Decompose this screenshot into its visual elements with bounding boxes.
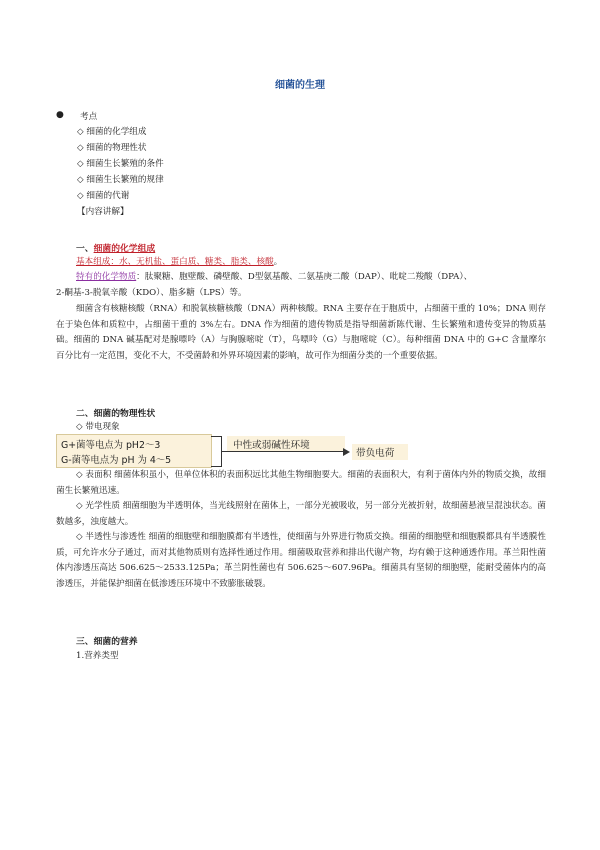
result-label: 带负电荷 — [356, 448, 395, 459]
list-item: ◇ 细菌生长繁殖的规律 — [77, 175, 164, 185]
optical-paragraph: ◇ 光学性质 细菌细胞为半透明体，当光线照射在菌体上，一部分光被吸收，另一部分光被折射，故细菌悬液呈混浊状态。菌数越多，浊度越大。 — [56, 501, 546, 527]
result-box — [352, 444, 408, 460]
section-1-title: 细菌的化学组成 — [93, 244, 156, 254]
bullet-icon: ● — [56, 110, 64, 120]
gram-negative-isoelectric: G-菌等电点为 pH 为 4～5 — [61, 455, 172, 466]
nucleic-acid-paragraph: 细菌含有核糖核酸（RNA）和脱氧核糖核酸（DNA）两种核酸。RNA 主要存在于胞质中，占细菌干重的 10%；DNA 则存在于染色体和质粒中，占细菌干重的 3%左右。DNA 作为细菌的遗传物质是指导细菌新陈代谢、生长繁殖和遗传变异的物质基础。细菌的 DNA 碱基配对是腺嘌呤（A）与胸腺嘧啶（T），鸟嘌呤（G）与胞嘧啶（C）。每种细菌 DNA 中的 G+C 含量摩尔百分比有一定范围，变化不大，不受菌龄和外界环境因素的影响，故可作为细菌分类的一个重要依据。 — [56, 304, 546, 361]
kaodian-list — [77, 124, 164, 220]
charge-label: ◇ 带电现象 — [76, 422, 120, 432]
environment-box — [227, 436, 345, 452]
section-3-heading: 三、细菌的营养 — [76, 637, 138, 647]
section-1-heading — [76, 241, 155, 254]
special-substances-label: 特有的化学物质 — [76, 272, 137, 282]
section-1-prefix: 一、 — [76, 244, 94, 254]
basic-composition-end: 。 — [273, 257, 283, 267]
basic-composition — [76, 256, 282, 268]
content-explain-label: 【内容讲解】 — [77, 207, 129, 217]
section-2-heading: 二、细菌的物理性状 — [76, 409, 156, 419]
arrow-line — [227, 451, 345, 452]
arrow-right-icon — [343, 448, 350, 456]
special-substances — [76, 271, 472, 283]
special-substances-text: ：肽聚糖、胞壁酸、磷壁酸、D型氨基酸、二氨基庚二酸（DAP）、吡啶二羧酸（DPA）、 — [136, 272, 473, 282]
special-substances-cont: 2-酮基-3-脱氧辛酸（KDO）、脂多糖（LPS）等。 — [56, 288, 247, 298]
environment-label: 中性或弱碱性环境 — [233, 440, 310, 451]
charge-diagram — [56, 434, 396, 468]
list-item: ◇ 细菌的代谢 — [77, 191, 130, 201]
page-title: 细菌的生理 — [275, 80, 325, 91]
list-item: ◇ 细菌的物理性状 — [77, 143, 147, 153]
gram-positive-isoelectric: G+菌等电点为 pH2～3 — [61, 440, 161, 451]
isoelectric-box — [56, 434, 212, 468]
permeability-paragraph: ◇ 半透性与渗透性 细菌的细胞壁和细胞膜都有半透性，使细菌与外界进行物质交换。细菌的细胞壁和细胞膜都具有半透膜性质，可允许水分子通过，而对其他物质则有选择性通过作用。细菌吸取营养和排出代谢产物，均有赖于这种通透作用。革兰阳性菌体内渗透压高达 506.625～2533.125Pa；革兰阴性菌也有 506.625～607.96Pa。细菌具有坚韧的细胞壁，能耐受菌体内的高渗透压，并能保护细菌在低渗透压环境中不致膨胀破裂。 — [56, 532, 546, 589]
list-item: ◇ 细菌的化学组成 — [77, 127, 147, 137]
surface-area-paragraph: ◇ 表面积 细菌体积虽小，但单位体积的表面积远比其他生物细胞要大。细菌的表面积大，有利于菌体内外的物质交换，故细菌生长繁殖迅速。 — [56, 470, 546, 496]
list-item: ◇ 细菌生长繁殖的条件 — [77, 159, 164, 169]
nutrition-type-label: 1.营养类型 — [76, 651, 119, 661]
kaodian-label: 考点 — [80, 112, 98, 122]
basic-composition-label: 基本组成：水、无机盐、蛋白质、糖类、脂类、核酸 — [76, 257, 274, 267]
